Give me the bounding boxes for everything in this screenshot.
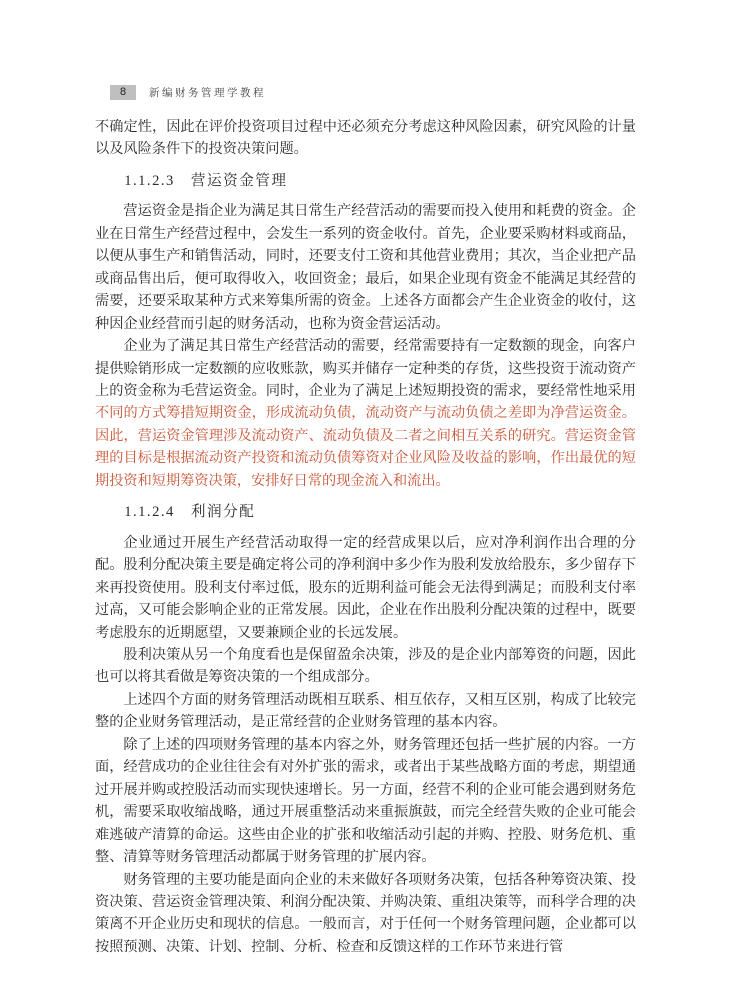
page-body xyxy=(95,116,636,958)
paragraph-summary: 上述四个方面的财务管理活动既相互联系、相互依存，又相互区别，构成了比较完整的企业财务管理活动，是正常经营的企业财务管理的基本内容。 xyxy=(95,691,636,731)
paragraph-extended-content: 除了上述的四项财务管理的基本内容之外，财务管理还包括一些扩展的内容。一方面，经营成功的企业往往会有对外扩张的需求，或者出于某些战略方面的考虑，期望通过开展并购或控股活动而实现快速增长。另一方面，经营不利的企业可能会遇到财务危机，需要采取收缩战略，通过开展重整活动来重振旗鼓，而完全经营失败的企业可能会难逃破产清算的命运。这些由企业的扩张和收缩活动引起的并购、控股、财务危机、重整、清算等财务管理活动都属于财务管理的扩展内容。 xyxy=(95,736,636,866)
paragraph-working-capital-2-highlighted-text: 不同的方式筹措短期资金，形成流动负债，流动资产与流动负债之差即为净营运资金。因此，营运资金管理涉及流动资产、流动负债及二者之间相互关系的研究。营运资金管理的目标是根据流动资产投资和流动负债筹资对企业风险及收益的影响，作出最优的短期投资和短期筹资决策，安排好日常的现金流入和流出。 xyxy=(95,405,636,489)
paragraph-management-function: 财务管理的主要功能是面向企业的未来做好各项财务决策，包括各种筹资决策、投资决策、营运资金管理决策、利润分配决策、并购决策、重组决策等，而科学合理的决策离不开企业历史和现状的信息。一般而言，对于任何一个财务管理问题，企业都可以按照预测、决策、计划、控制、分析、检查和反馈这样的工作环节来进行管 xyxy=(95,871,636,955)
paragraph-working-capital-1: 营运资金是指企业为满足其日常生产经营活动的需要而投入使用和耗费的资金。企业在日常生产经营过程中，会发生一系列的资金收付。首先，企业要采购材料或商品，以便从事生产和销售活动，同时，还要支付工资和其他营业费用；其次，当企业把产品或商品售出后，便可取得收入，收回资金；最后，如果企业现有资金不能满足其经营的需要，还要采取某种方式来筹集所需的资金。上述各方面都会产生企业资金的收付，这种因企业经营而引起的财务活动，也称为资金营运活动。 xyxy=(95,203,636,332)
paragraph-risk-continued: 不确定性，因此在评价投资项目过程中还必须充分考虑这种风险因素，研究风险的计量以及风险条件下的投资决策问题。 xyxy=(95,119,636,158)
paragraph-working-capital-2-plain-text: 企业为了满足其日常生产经营活动的需要，经常需要持有一定数额的现金，向客户提供赊销形成一定数额的应收账款，购买并储存一定种类的存货，这些投资于流动资产上的资金称为毛营运资金。同时，企业为了满足上述短期投资的需求，要经常性地采用 xyxy=(95,338,636,399)
paragraph-working-capital-2 xyxy=(95,335,636,492)
paragraph-profit-2: 股利决策从另一个角度看也是保留盈余决策，涉及的是企业内部筹资的问题，因此也可以将其看做是筹资决策的一个组成部分。 xyxy=(95,646,636,686)
page-number-badge: 8 xyxy=(110,85,136,100)
book-title: 新编财务管理学教程 xyxy=(149,88,266,99)
section-heading-working-capital: 1.1.2.3 营运资金管理 xyxy=(124,172,288,189)
running-head xyxy=(110,85,266,100)
paragraph-profit-1: 企业通过开展生产经营活动取得一定的经营成果以后，应对净利润作出合理的分配。股利分配决策主要是确定将公司的净利润中多少作为股利发放给股东，多少留存下来再投资使用。股利支付率过低，股东的近期利益可能会无法得到满足；而股利支付率过高，又可能会影响企业的正常发展。因此，企业在作出股利分配决策的过程中，既要考虑股东的近期愿望，又要兼顾企业的长远发展。 xyxy=(95,534,636,641)
section-heading-profit-distribution: 1.1.2.4 利润分配 xyxy=(124,504,256,521)
